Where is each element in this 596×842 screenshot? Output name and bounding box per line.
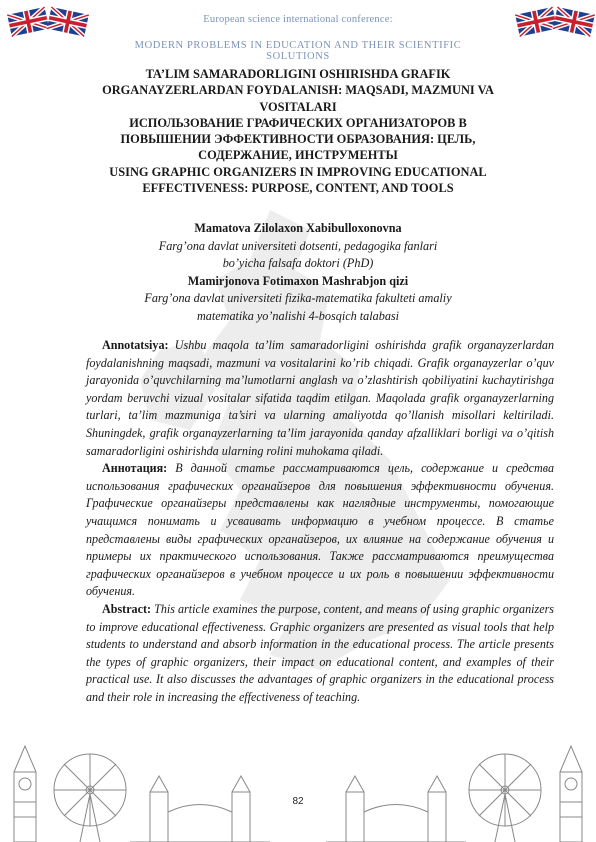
abstract-uz bbox=[86, 337, 554, 460]
article-titles bbox=[90, 66, 506, 196]
author-name: Mamatova Zilolaxon Xabibulloxonovna bbox=[194, 221, 402, 235]
conference-header: European science international conference: bbox=[203, 14, 393, 25]
author-affiliation: matematika yo’nalishi 4-bosqich talabasi bbox=[196, 308, 400, 323]
bridge-icon bbox=[130, 776, 270, 842]
abstract-en-label: Abstract: bbox=[102, 601, 152, 616]
big-ben-icon bbox=[14, 746, 36, 842]
conference-subtitle: MODERN PROBLEMS IN EDUCATION AND THEIR SCIENTIFIC SOLUTIONS bbox=[134, 40, 462, 62]
abstract-ru-label: Аннотация: bbox=[102, 461, 168, 476]
title-en: USING GRAPHIC ORGANIZERS IN IMPROVING EDUCATIONAL EFFECTIVENESS: PURPOSE, CONTENT, AND TOOLS bbox=[109, 164, 487, 196]
author-affiliation: Farg’ona davlat universiteti dotsenti, pedagogika fanlari bbox=[158, 238, 438, 253]
title-uz: TA’LIM SAMARADORLIGINI OSHIRISHDA GRAFIK ORGANAYZERLARDAN FOYDALANISH: MAQSADI, MAZMUNI VA VOSITALARI bbox=[102, 67, 494, 114]
abstract-en bbox=[86, 601, 554, 707]
title-ru: ИСПОЛЬЗОВАНИЕ ГРАФИЧЕСКИХ ОРГАНИЗАТОРОВ В ПОВЫШЕНИИ ЭФФЕКТИВНОСТИ ОБРАЗОВАНИЯ: ЦЕЛЬ, СОДЕРЖАНИЕ, ИНСТРУМЕНТЫ bbox=[120, 115, 476, 163]
bridge-icon bbox=[326, 776, 466, 842]
abstract-ru-text: В данной статье рассматриваются цель, содержание и средства использования графических органайзеров для повышения эффективности обучения. Графические органайзеры представлены как наглядные инструменты, помогающие учащимся понимать и усваивать информацию в учебном процессе. В статье представлены виды графических органайзеров, их влияние на содержание обучения и примеры их практического использования. Также рассматриваются преимущества графических органайзеров в учебном процессе и их роль в повышении эффективности обучения. bbox=[86, 461, 555, 599]
author-affiliation: bo’yicha falsafa doktori (PhD) bbox=[222, 256, 374, 270]
big-ben-icon bbox=[560, 746, 582, 842]
author-affiliation: Farg’ona davlat universiteti fizika-matematika fakulteti amaliy bbox=[144, 291, 452, 305]
authors-block bbox=[100, 220, 496, 325]
page-number: 82 bbox=[292, 796, 304, 807]
abstract-uz-label: Annotatsiya: bbox=[102, 338, 169, 352]
abstract-en-text: This article examines the purpose, content, and means of using graphic organizers to improve educational effectiveness. Graphic organizers are presented as visual tools that help students to understand and absorb information in the educational process. The article presents the types of graphic organizers, their impact on educational content, and examples of their practical use. It also discusses the advantages of graphic organizers in the educational process and their role in increasing the effectiveness of teaching. bbox=[86, 601, 554, 704]
author-name: Mamirjonova Fotimaxon Mashrabjon qizi bbox=[187, 273, 409, 288]
london-skyline-footer bbox=[0, 742, 596, 842]
abstract-uz-text: Ushbu maqola ta’lim samaradorligini oshirishda grafik organayzerlardan foydalanishning maqsadi, mazmuni va vositalarini ko’rib chiqadi. Grafik organayzerlar o’quv jarayonida o’quvchilarning ma’lumotlarni anglash va o’zlashtirish qobiliyatini kuchaytirishga yordam beruvchi vizual vositalar sifatida taqdim etilgan. Maqolada grafik organayzerlarning turlari, ta’lim mazmuniga ta’siri va ularning amaliyotda qo’llanish misollari keltiriladi. Shuningdek, grafik organayzerlarning ta’lim jarayonida qanday afzalliklari borligi va o’qitish samaradorligini oshirishda ularning rolini muhokama qiladi. bbox=[86, 338, 554, 458]
abstracts bbox=[86, 337, 554, 706]
abstract-ru bbox=[86, 460, 554, 601]
